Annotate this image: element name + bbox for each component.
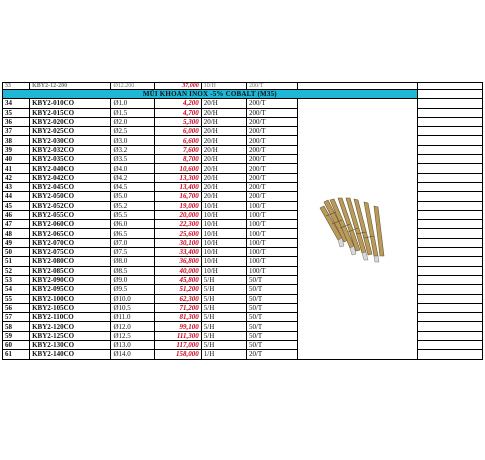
carton-qty: 50/T xyxy=(246,275,297,284)
price: 30,100 xyxy=(154,238,201,247)
box-qty: 5/H xyxy=(201,341,246,350)
carton-qty: 20/T xyxy=(246,350,297,359)
diameter: Ø4.2 xyxy=(111,173,154,182)
carton-qty: 50/T xyxy=(246,303,297,312)
price: 158,000 xyxy=(154,350,201,359)
diameter: Ø8.5 xyxy=(111,266,154,275)
product-code: KBY2-095CO xyxy=(30,285,111,294)
carton-qty: 200/T xyxy=(246,108,297,117)
last-column-cell xyxy=(417,248,482,257)
diameter: Ø3.0 xyxy=(111,136,154,145)
row-number: 33 xyxy=(3,83,30,90)
price: 25,600 xyxy=(154,229,201,238)
section-header-row xyxy=(3,90,483,99)
product-code: KBY2-12-200 xyxy=(30,83,111,90)
diameter: Ø10.5 xyxy=(111,303,154,312)
row-number: 52 xyxy=(3,266,30,275)
box-qty: 5/H xyxy=(201,303,246,312)
last-column-cell xyxy=(417,331,482,340)
diameter: Ø6.0 xyxy=(111,220,154,229)
box-qty: 20/H xyxy=(201,182,246,191)
row-number: 37 xyxy=(3,127,30,136)
price: 117,000 xyxy=(154,341,201,350)
price: 51,200 xyxy=(154,285,201,294)
box-qty: 20/H xyxy=(201,164,246,173)
diameter: Ø7.0 xyxy=(111,238,154,247)
carton-qty: 200/T xyxy=(246,173,297,182)
carton-qty: 50/T xyxy=(246,331,297,340)
diameter: Ø12.0 xyxy=(111,322,154,331)
box-qty: 10/H xyxy=(201,210,246,219)
carton-qty: 200/T xyxy=(246,164,297,173)
carton-qty: 50/T xyxy=(246,285,297,294)
box-qty: 10/H xyxy=(201,83,246,90)
price: 4,700 xyxy=(154,108,201,117)
carton-qty: 100/T xyxy=(246,238,297,247)
product-code: KBY2-110CO xyxy=(30,313,111,322)
last-column-cell xyxy=(417,173,482,182)
box-qty: 20/H xyxy=(201,145,246,154)
product-code: KBY2-090CO xyxy=(30,275,111,284)
product-code: KBY2-045CO xyxy=(30,182,111,191)
product-code: KBY2-025CO xyxy=(30,127,111,136)
last-column-cell xyxy=(417,266,482,275)
price: 19,000 xyxy=(154,201,201,210)
carton-qty: 50/T xyxy=(246,322,297,331)
last-column-cell xyxy=(417,341,482,350)
diameter: Ø2.0 xyxy=(111,117,154,126)
last-column-cell xyxy=(417,210,482,219)
price: 6,000 xyxy=(154,127,201,136)
carton-qty: 200/T xyxy=(246,192,297,201)
product-code: KBY2-030CO xyxy=(30,136,111,145)
price: 62,300 xyxy=(154,294,201,303)
row-number: 41 xyxy=(3,164,30,173)
carton-qty: 100/T xyxy=(246,248,297,257)
box-qty: 5/H xyxy=(201,285,246,294)
box-qty: 10/H xyxy=(201,201,246,210)
diameter: Ø9.0 xyxy=(111,275,154,284)
box-qty: 10/H xyxy=(201,220,246,229)
price: 7,600 xyxy=(154,145,201,154)
carton-qty: 100/T xyxy=(246,266,297,275)
price: 13,300 xyxy=(154,173,201,182)
row-number: 48 xyxy=(3,229,30,238)
row-number: 49 xyxy=(3,238,30,247)
diameter: Ø2.5 xyxy=(111,127,154,136)
box-qty: 20/H xyxy=(201,117,246,126)
product-code: KBY2-140CO xyxy=(30,350,111,359)
carton-qty: 200/T xyxy=(246,145,297,154)
price: 10,600 xyxy=(154,164,201,173)
box-qty: 20/H xyxy=(201,192,246,201)
row-number: 60 xyxy=(3,341,30,350)
row-number: 46 xyxy=(3,210,30,219)
last-column-cell xyxy=(417,117,482,126)
diameter: Ø9.5 xyxy=(111,285,154,294)
image-column-cell xyxy=(298,83,417,90)
diameter: Ø1.0 xyxy=(111,99,154,108)
section-title: MŨI KHOAN INOX -5% COBALT (M35) xyxy=(3,90,418,99)
price: 16,700 xyxy=(154,192,201,201)
diameter: Ø10.0 xyxy=(111,294,154,303)
product-code: KBY2-075CO xyxy=(30,248,111,257)
product-code: KBY2-032CO xyxy=(30,145,111,154)
carton-qty: 200/T xyxy=(246,182,297,191)
row-number: 56 xyxy=(3,303,30,312)
last-column-cell xyxy=(417,294,482,303)
row-number: 54 xyxy=(3,285,30,294)
row-number: 36 xyxy=(3,117,30,126)
carton-qty: 100/T xyxy=(246,220,297,229)
diameter: Ø3.5 xyxy=(111,155,154,164)
product-code: KBY2-085CO xyxy=(30,266,111,275)
last-column-cell xyxy=(417,257,482,266)
product-code: KBY2-125CO xyxy=(30,331,111,340)
diameter: Ø1.5 xyxy=(111,108,154,117)
box-qty: 20/H xyxy=(201,173,246,182)
diameter: Ø7.5 xyxy=(111,248,154,257)
price: 5,300 xyxy=(154,117,201,126)
box-qty: 20/H xyxy=(201,108,246,117)
box-qty: 20/H xyxy=(201,155,246,164)
box-qty: 5/H xyxy=(201,275,246,284)
last-column-cell xyxy=(417,322,482,331)
row-number: 51 xyxy=(3,257,30,266)
box-qty: 5/H xyxy=(201,322,246,331)
product-code: KBY2-100CO xyxy=(30,294,111,303)
carton-qty: 200/T xyxy=(246,83,297,90)
price: 8,700 xyxy=(154,155,201,164)
price-table xyxy=(2,82,483,360)
product-code: KBY2-065CO xyxy=(30,229,111,238)
row-number: 34 xyxy=(3,99,30,108)
box-qty: 10/H xyxy=(201,238,246,247)
carton-qty: 50/T xyxy=(246,313,297,322)
price-table-body xyxy=(3,83,483,360)
carton-qty: 100/T xyxy=(246,201,297,210)
row-number: 59 xyxy=(3,331,30,340)
partial-row xyxy=(3,83,483,90)
diameter: Ø5.0 xyxy=(111,192,154,201)
price: 22,300 xyxy=(154,220,201,229)
price: 20,000 xyxy=(154,210,201,219)
price: 6,600 xyxy=(154,136,201,145)
last-column-cell xyxy=(417,136,482,145)
last-column-cell xyxy=(417,350,482,359)
carton-qty: 200/T xyxy=(246,99,297,108)
carton-qty: 200/T xyxy=(246,136,297,145)
price: 111,300 xyxy=(154,331,201,340)
carton-qty: 50/T xyxy=(246,294,297,303)
last-column-cell xyxy=(417,285,482,294)
diameter: Ø13.0 xyxy=(111,341,154,350)
last-column-cell xyxy=(417,83,482,90)
drill-bits-image xyxy=(314,194,400,264)
product-code: KBY2-080CO xyxy=(30,257,111,266)
diameter: Ø4.0 xyxy=(111,164,154,173)
row-number: 55 xyxy=(3,294,30,303)
product-code: KBY2-052CO xyxy=(30,201,111,210)
row-number: 42 xyxy=(3,173,30,182)
price: 81,300 xyxy=(154,313,201,322)
price: 4,200 xyxy=(154,99,201,108)
price: 99,100 xyxy=(154,322,201,331)
box-qty: 1/H xyxy=(201,350,246,359)
table-row xyxy=(3,99,483,108)
diameter: Ø14.0 xyxy=(111,350,154,359)
box-qty: 20/H xyxy=(201,136,246,145)
last-column-cell xyxy=(417,90,482,99)
diameter: Ø3.2 xyxy=(111,145,154,154)
last-column-cell xyxy=(417,220,482,229)
last-column-cell xyxy=(417,201,482,210)
product-code: KBY2-060CO xyxy=(30,220,111,229)
product-code: KBY2-040CO xyxy=(30,164,111,173)
price: 71,200 xyxy=(154,303,201,312)
row-number: 39 xyxy=(3,145,30,154)
row-number: 53 xyxy=(3,275,30,284)
row-number: 58 xyxy=(3,322,30,331)
box-qty: 10/H xyxy=(201,257,246,266)
carton-qty: 200/T xyxy=(246,117,297,126)
last-column-cell xyxy=(417,182,482,191)
box-qty: 10/H xyxy=(201,248,246,257)
product-image-cell xyxy=(298,99,417,359)
row-number: 44 xyxy=(3,192,30,201)
row-number: 35 xyxy=(3,108,30,117)
product-code: KBY2-055CO xyxy=(30,210,111,219)
last-column-cell xyxy=(417,164,482,173)
box-qty: 10/H xyxy=(201,266,246,275)
product-code: KBY2-042CO xyxy=(30,173,111,182)
product-code: KBY2-010CO xyxy=(30,99,111,108)
row-number: 38 xyxy=(3,136,30,145)
row-number: 43 xyxy=(3,182,30,191)
row-number: 50 xyxy=(3,248,30,257)
carton-qty: 100/T xyxy=(246,257,297,266)
row-number: 45 xyxy=(3,201,30,210)
price: 33,400 xyxy=(154,248,201,257)
price: 45,800 xyxy=(154,275,201,284)
product-code: KBY2-120CO xyxy=(30,322,111,331)
product-code: KBY2-015CO xyxy=(30,108,111,117)
product-code: KBY2-130CO xyxy=(30,341,111,350)
diameter: Ø12.5 xyxy=(111,331,154,340)
last-column-cell xyxy=(417,192,482,201)
row-number: 61 xyxy=(3,350,30,359)
last-column-cell xyxy=(417,238,482,247)
last-column-cell xyxy=(417,313,482,322)
diameter: Ø6.5 xyxy=(111,229,154,238)
price: 37,000 xyxy=(154,83,201,90)
box-qty: 10/H xyxy=(201,229,246,238)
diameter: Ø12.200 xyxy=(111,83,154,90)
last-column-cell xyxy=(417,99,482,108)
row-number: 40 xyxy=(3,155,30,164)
product-code: KBY2-020CO xyxy=(30,117,111,126)
row-number: 47 xyxy=(3,220,30,229)
product-code: KBY2-105CO xyxy=(30,303,111,312)
diameter: Ø5.5 xyxy=(111,210,154,219)
carton-qty: 200/T xyxy=(246,127,297,136)
carton-qty: 50/T xyxy=(246,341,297,350)
row-number: 57 xyxy=(3,313,30,322)
price: 13,400 xyxy=(154,182,201,191)
box-qty: 5/H xyxy=(201,294,246,303)
last-column-cell xyxy=(417,108,482,117)
carton-qty: 100/T xyxy=(246,229,297,238)
carton-qty: 200/T xyxy=(246,155,297,164)
diameter: Ø8.0 xyxy=(111,257,154,266)
diameter: Ø4.5 xyxy=(111,182,154,191)
box-qty: 5/H xyxy=(201,331,246,340)
last-column-cell xyxy=(417,127,482,136)
last-column-cell xyxy=(417,275,482,284)
diameter: Ø5.2 xyxy=(111,201,154,210)
price: 40,000 xyxy=(154,266,201,275)
last-column-cell xyxy=(417,155,482,164)
box-qty: 20/H xyxy=(201,127,246,136)
product-code: KBY2-070CO xyxy=(30,238,111,247)
price: 36,800 xyxy=(154,257,201,266)
diameter: Ø11.0 xyxy=(111,313,154,322)
last-column-cell xyxy=(417,303,482,312)
box-qty: 20/H xyxy=(201,99,246,108)
product-code: KBY2-050CO xyxy=(30,192,111,201)
product-code: KBY2-035CO xyxy=(30,155,111,164)
carton-qty: 100/T xyxy=(246,210,297,219)
last-column-cell xyxy=(417,145,482,154)
last-column-cell xyxy=(417,229,482,238)
box-qty: 5/H xyxy=(201,313,246,322)
